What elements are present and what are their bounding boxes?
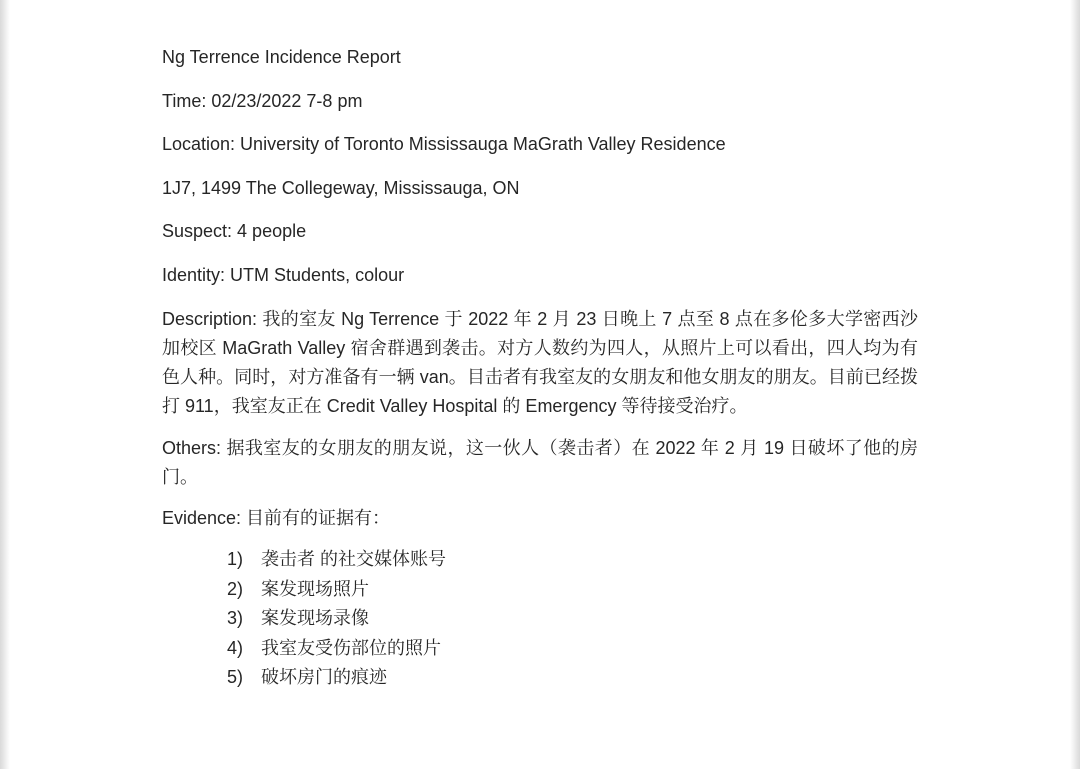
evidence-item-text: 案发现场录像 [261, 608, 369, 628]
report-description: Description: 我的室友 Ng Terrence 于 2022 年 2 月 23 日晚上 7 点至 8 点在多伦多大学密西沙加校区 MaGrath Valley 宿舍群遇到袭击。对方人数约为四人，从照片上可以看出，四人均为有色人种。同时，对方准备有一辆 van。目击者有我室友的女朋友和他女朋友的朋友。目前已经拨打 911，我室友正在 Credit Valley Hospital 的 Emergency 等待接受治疗。 [162, 309, 918, 416]
evidence-item-number: 3) [227, 608, 244, 628]
report-title: Ng Terrence Incidence Report [162, 47, 401, 67]
report-location: Location: University of Toronto Mississauga MaGrath Valley Residence [162, 134, 726, 154]
evidence-item [227, 604, 918, 634]
evidence-item [227, 545, 918, 575]
evidence-heading: Evidence: 目前有的证据有： [162, 508, 391, 528]
page-shadow-right [1070, 0, 1080, 769]
evidence-item [227, 663, 918, 693]
evidence-item-text: 案发现场照片 [261, 578, 369, 599]
evidence-item-number: 1) [227, 549, 244, 569]
report-others: Others: 据我室友的女朋友的朋友说，这一伙人（袭击者）在 2022 年 2 月 19 日破坏了他的房门。 [162, 438, 918, 487]
evidence-item [227, 634, 918, 664]
evidence-list [162, 545, 918, 693]
page-shadow-left [0, 0, 10, 769]
report-identity: Identity: UTM Students, colour [162, 264, 405, 285]
evidence-item-number: 2) [227, 578, 244, 599]
evidence-item-text: 我室友受伤部位的照片 [261, 637, 441, 658]
evidence-item [227, 575, 918, 605]
evidence-item-number: 5) [227, 667, 244, 687]
evidence-item-text: 破坏房门的痕迹 [261, 667, 387, 687]
report-time: Time: 02/23/2022 7-8 pm [162, 90, 363, 111]
report-address: 1J7, 1499 The Collegeway, Mississauga, ON [162, 177, 520, 198]
report-suspect: Suspect: 4 people [162, 221, 307, 241]
evidence-item-number: 4) [227, 637, 244, 658]
report-body [162, 44, 918, 693]
evidence-item-text: 袭击者 的社交媒体账号 [261, 549, 446, 569]
